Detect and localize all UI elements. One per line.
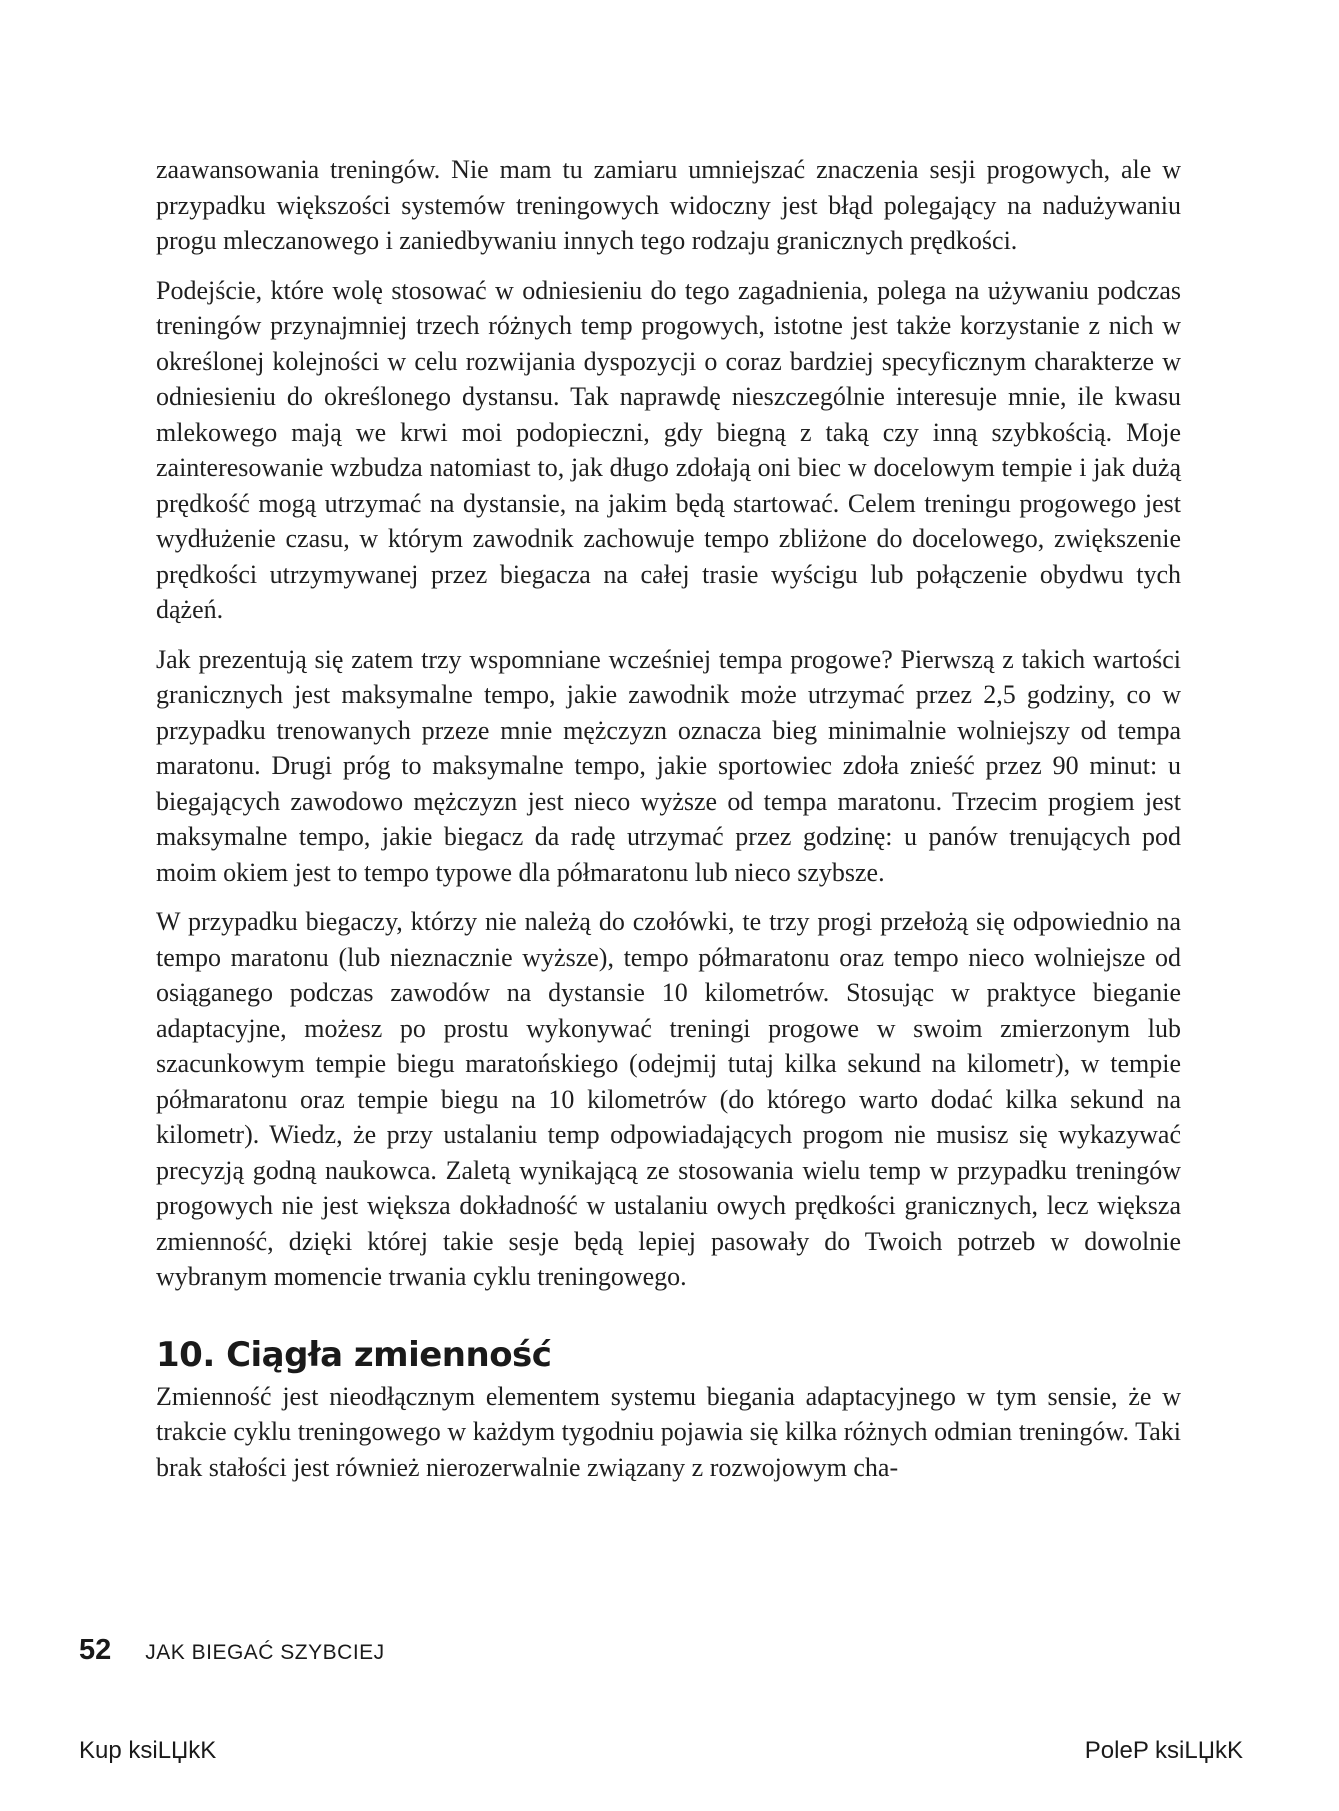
running-title: JAK BIEGAĆ SZYBCIEJ [145,1641,385,1664]
paragraph-1: zaawansowania treningów. Nie mam tu zamiaru umniejszać znaczenia sesji progowych, ale w przypadku większości systemów treningowych widoczny jest błąd polegający na nadużywaniu progu mleczanowego i zaniedbywaniu innych tego rodzaju granicznych prędkości. [156,155,1181,255]
paragraph-3: Jak prezentują się zatem trzy wspomniane wcześniej tempa progowe? Pierwszą z takich wartości granicznych jest maksymalne tempo, jakie zawodnik może utrzymać przez 2,5 godziny, co w przypadku trenowanych przeze mnie mężczyzn oznacza bieg minimalnie wolniejszy od tempa maratonu. Drugi próg to maksymalne tempo, jakie sportowiec zdoła znieść przez 90 minut: u biegających zawodowo mężczyzn jest nieco wyższe od tempa maratonu. Trzecim progiem jest maksymalne tempo, jakie biegacz da radę utrzymać przez godzinę: u panów trenujących pod moim okiem jest to tempo typowe dla półmaratonu lub nieco szybsze. [156,644,1181,887]
section-paragraph: Zmienność jest nieodłącznym elementem systemu biegania adaptacyjnego w tym sensie, że w trakcie cyklu treningowego w każdym tygodniu pojawia się kilka różnych odmian treningów. Taki brak stałości jest również nierozerwalnie związany z rozwojowym cha- [156,1381,1181,1482]
page-number: 52 [79,1634,112,1666]
buy-book-link[interactable]: Kup ksiLЏkK [79,1737,217,1764]
paragraph-2: Podejście, które wolę stosować w odniesieniu do tego zagadnienia, polega na używaniu podczas treningów przynajmniej trzech różnych temp progowych, istotne jest także korzystanie z nich w określonej kolejności w celu rozwijania dyspozycji o coraz bardziej specyficznym charakterze w odniesieniu do określonego dystansu. Tak naprawdę nieszczególnie interesuje mnie, ile kwasu mlekowego mają we krwi moi podopieczni, gdy biegną z taką czy inną szybkością. Moje zainteresowanie wzbudza natomiast to, jak długo zdołają oni biec w docelowym tempie i jak dużą prędkość mogą utrzymać na dystansie, na jakim będą startować. Celem treningu progowego jest wydłużenie czasu, w którym zawodnik zachowuje tempo zbliżone do docelowego, zwiększenie prędkości utrzymywanej przez biegacza na całej trasie wyścigu lub połączenie obydwu tych dążeń. [156,275,1181,624]
page-body [156,152,1181,1499]
section-heading: 10. Ciągła zmienność [156,1334,552,1375]
paragraph-4: W przypadku biegaczy, którzy nie należą do czołówki, te trzy progi przełożą się odpowiednio na tempo maratonu (lub nieznacznie wyższe), tempo półmaratonu oraz tempo nieco wolniejsze od osiąganego podczas zawodów na dystansie 10 kilometrów. Stosując w praktyce bieganie adaptacyjne, możesz po prostu wykonywać treningi progowe w swoim zmierzonym lub szacunkowym tempie biegu maratońskiego (odejmij tutaj kilka sekund na kilometr), w tempie półmaratonu oraz tempie biegu na 10 kilometrów (do którego warto dodać kilka sekund na kilometr). Wiedz, że przy ustalaniu temp odpowiadających progom nie musisz się wykazywać precyzją godną naukowca. Zaletą wynikającą ze stosowania wielu temp w przypadku treningów progowych nie jest większa dokładność w ustalaniu owych prędkości granicznych, lecz większa zmienność, dzięki której takie sesje będą lepiej pasowały do Twoich potrzeb w dowolnie wybranym momencie trwania cyklu treningowego. [156,907,1181,1291]
page-footer [79,1634,385,1667]
recommend-book-link[interactable]: PoleP ksiLЏkK [1084,1737,1243,1764]
